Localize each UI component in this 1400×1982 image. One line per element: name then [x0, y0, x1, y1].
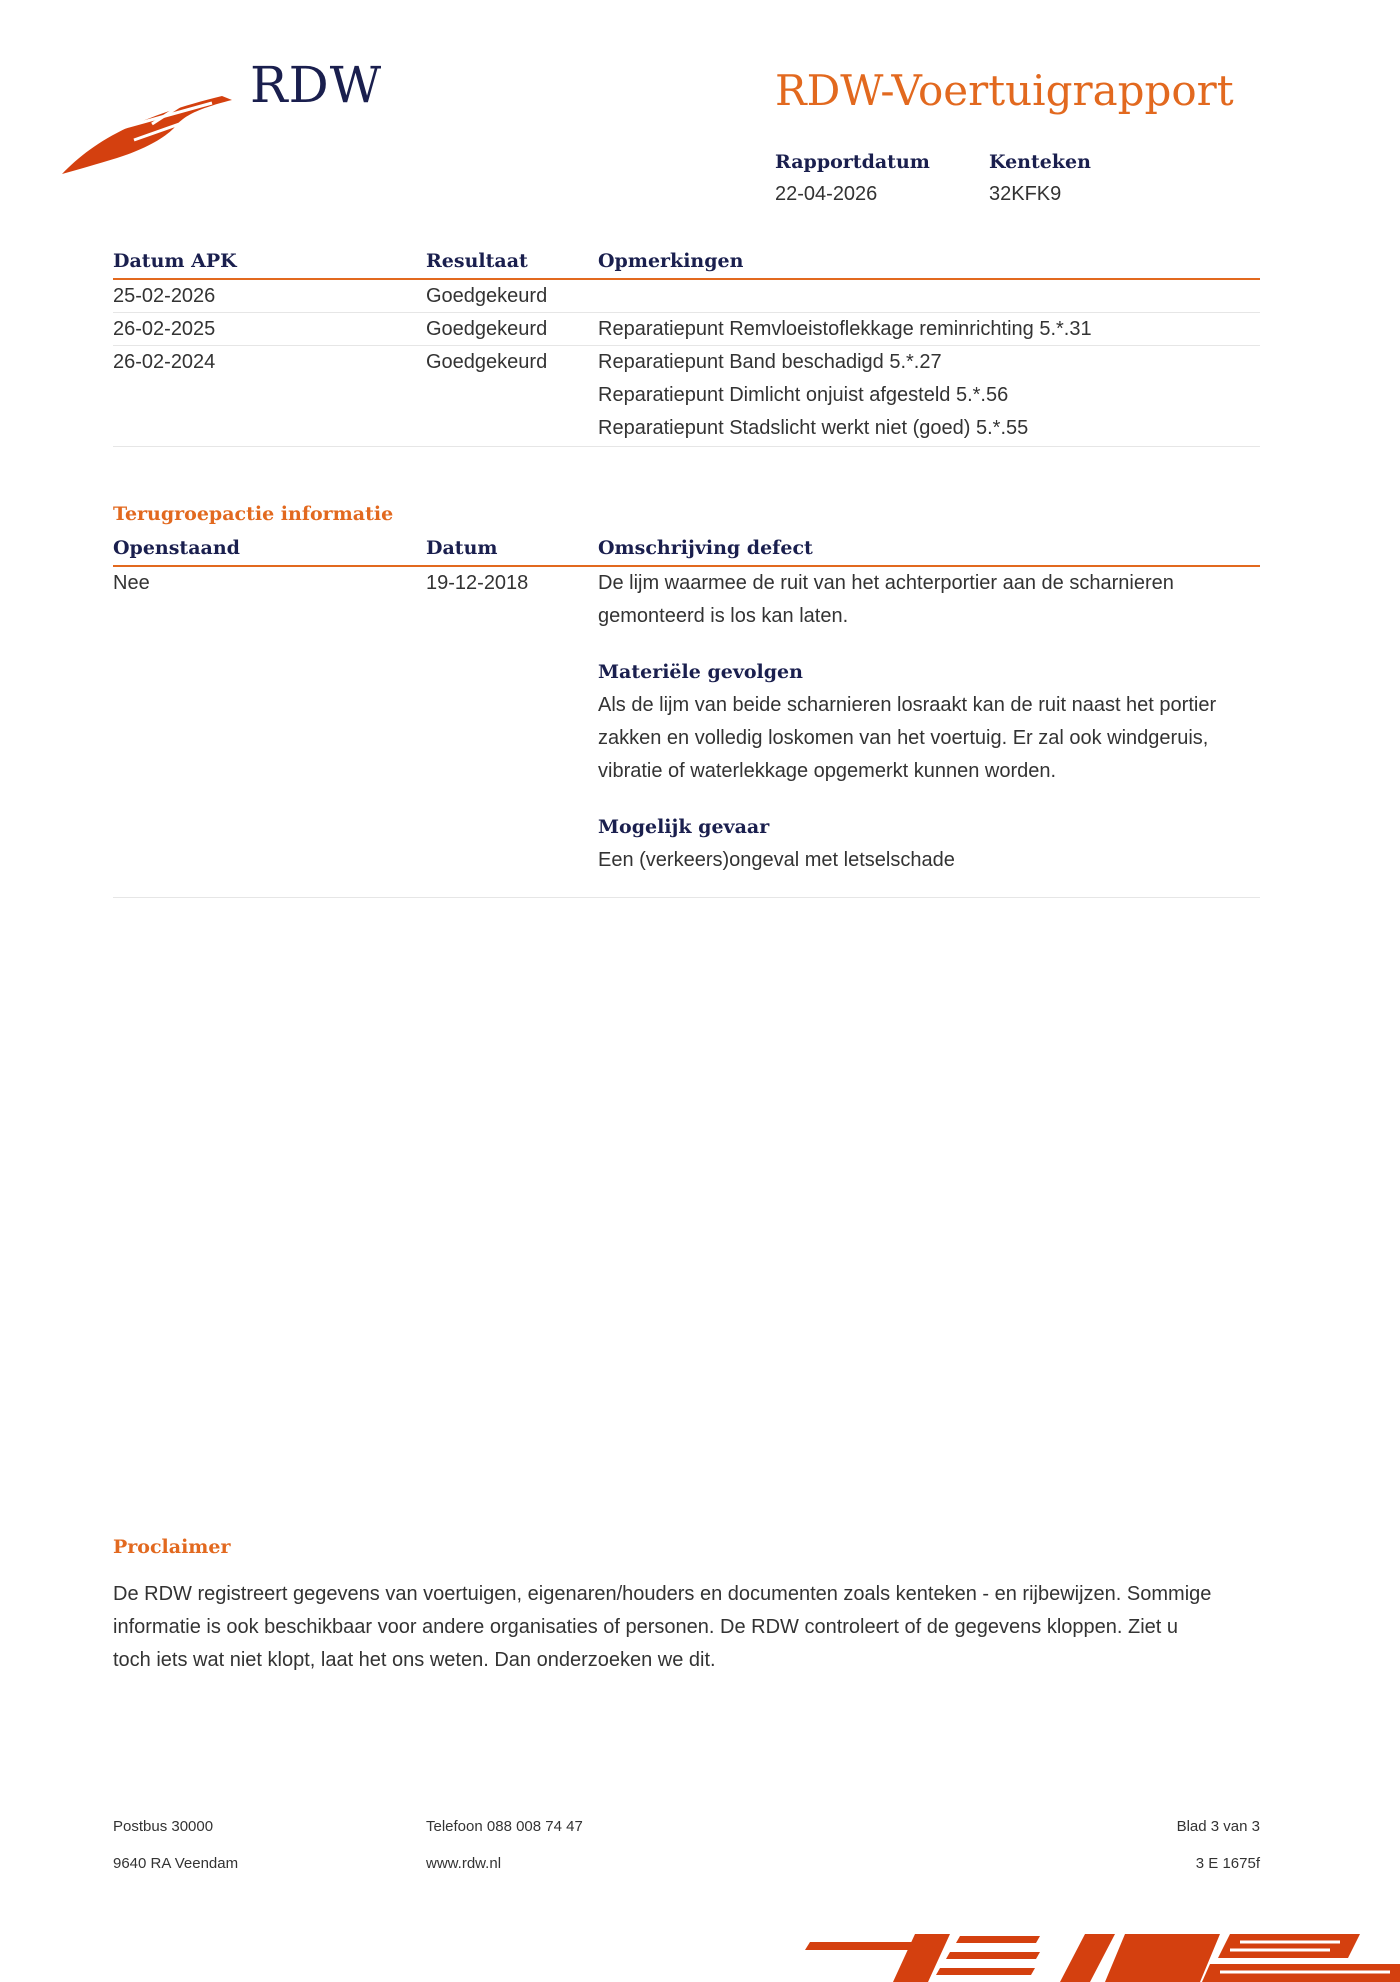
- footer-city: 9640 RA Veendam: [113, 1855, 239, 1872]
- recall-table: [113, 533, 1260, 898]
- apk-table: [113, 246, 1260, 447]
- apk-result: Goedgekeurd: [426, 285, 548, 307]
- footer-page-number: Blad 3 van 3: [1176, 1818, 1260, 1835]
- proclaimer-title: Proclaimer: [113, 1536, 231, 1558]
- rdw-logo-icon: [62, 88, 232, 178]
- apk-remark: Reparatiepunt Band beschadigd 5.*.27: [598, 351, 942, 373]
- footer-postbus: Postbus 30000: [113, 1818, 214, 1835]
- apk-date: 26-02-2025: [113, 318, 216, 340]
- apk-col-result: Resultaat: [426, 250, 528, 272]
- footer-phone: Telefoon 088 008 74 47: [426, 1818, 583, 1835]
- apk-remark: Reparatiepunt Stadslicht werkt niet (goed) 5.*.55: [598, 417, 1029, 439]
- table-row: [113, 567, 1260, 898]
- proclaimer-text: De RDW registreert gegevens van voertuigen, eigenaren/houders en documenten zoals kenteken - en rijbewijzen. Sommige informatie is ook beschikbaar voor andere organisaties of personen. De RDW controleert of de gegevens kloppen. Ziet u toch iets wat niet klopt, laat het ons weten. Dan onderzoeken we dit.: [113, 1583, 1212, 1671]
- apk-date: 26-02-2024: [113, 351, 216, 373]
- logo-text: RDW: [250, 56, 383, 114]
- footer-website: www.rdw.nl: [426, 1855, 502, 1872]
- recall-header-row: [113, 533, 1260, 567]
- danger-heading: Mogelijk gevaar: [598, 816, 770, 838]
- apk-result: Goedgekeurd: [426, 318, 548, 340]
- footer-document-code: 3 E 1675f: [1195, 1855, 1260, 1872]
- recall-date-value: 19-12-2018: [426, 572, 529, 594]
- footer-stripes-icon: [800, 1928, 1400, 1982]
- apk-col-remarks: Opmerkingen: [598, 250, 744, 272]
- plate-value: 32KFK9: [989, 183, 1062, 205]
- recall-description-block: [598, 567, 1248, 877]
- table-row: [113, 280, 1260, 313]
- recall-col-date: Datum: [426, 537, 498, 559]
- recall-col-description: Omschrijving defect: [598, 537, 813, 559]
- apk-header-row: [113, 246, 1260, 280]
- apk-col-date: Datum APK: [113, 250, 237, 272]
- table-row: [113, 313, 1260, 346]
- report-date-label: Rapportdatum: [775, 151, 930, 173]
- recall-col-open: Openstaand: [113, 537, 240, 559]
- apk-remark: Reparatiepunt Dimlicht onjuist afgesteld 5.*.56: [598, 384, 1009, 406]
- apk-result: Goedgekeurd: [426, 351, 548, 373]
- page-title: RDW-Voertuigrapport: [775, 66, 1234, 115]
- apk-remark: Reparatiepunt Remvloeistoflekkage reminrichting 5.*.31: [598, 318, 1092, 340]
- recall-open-value: Nee: [113, 572, 150, 594]
- apk-date: 25-02-2026: [113, 285, 216, 307]
- consequences-text: Als de lijm van beide scharnieren losraakt kan de ruit naast het portier zakken en volledig loskomen van het voertuig. Er zal ook windgeruis, vibratie of waterlekkage opgemerkt kunnen worden.: [598, 694, 1217, 782]
- recall-description: De lijm waarmee de ruit van het achterportier aan de scharnieren gemonteerd is los kan laten.: [598, 572, 1174, 627]
- consequences-heading: Materiële gevolgen: [598, 661, 803, 683]
- danger-text: Een (verkeers)ongeval met letselschade: [598, 849, 955, 871]
- report-date-value: 22-04-2026: [775, 183, 878, 205]
- apk-remarks: [598, 346, 1028, 445]
- plate-label: Kenteken: [989, 151, 1091, 173]
- table-row: [113, 346, 1260, 447]
- recall-section-title: Terugroepactie informatie: [113, 503, 394, 525]
